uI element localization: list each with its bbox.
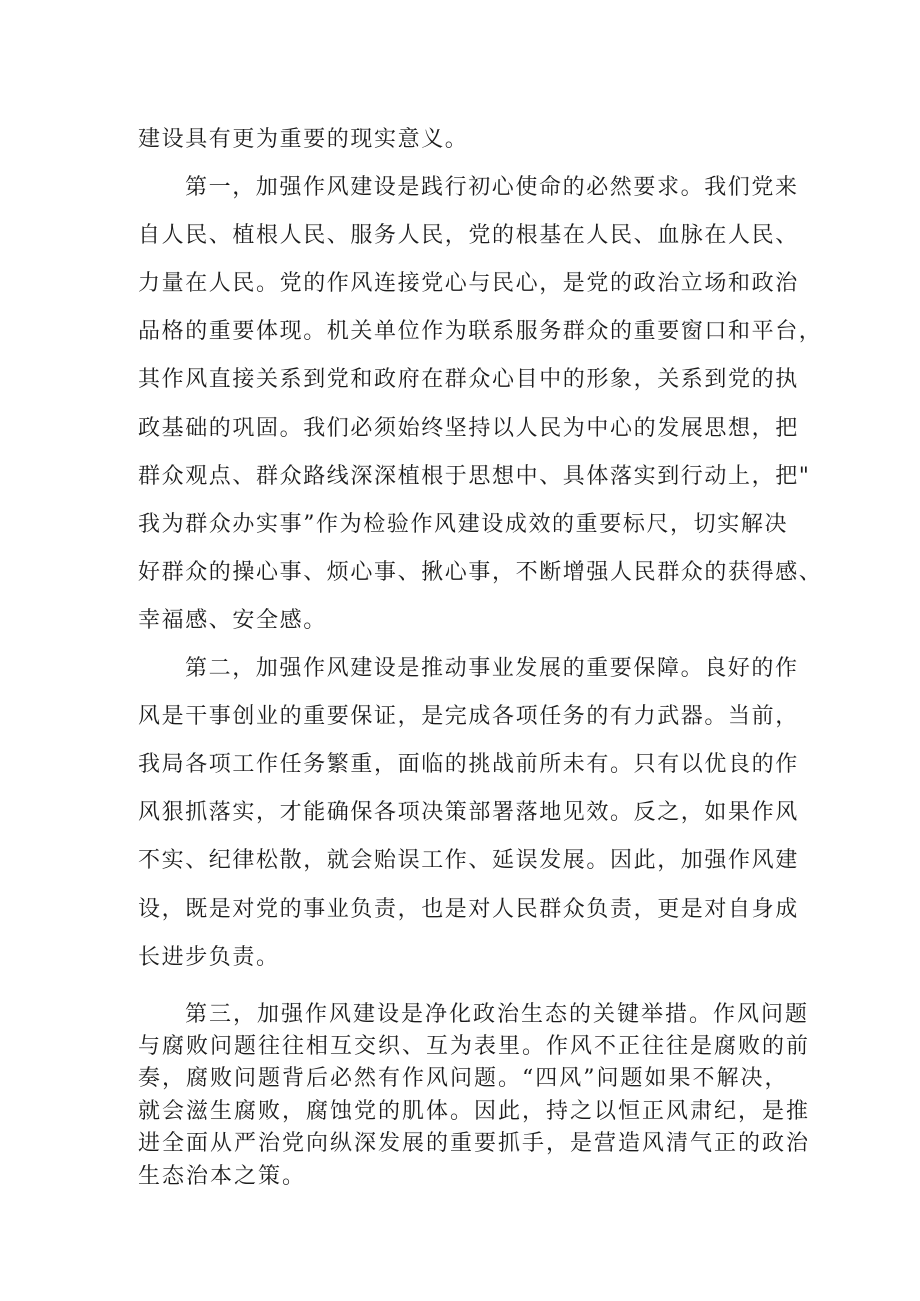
paragraph-line: 群众观点、群众路线深深植根于思想中、具体落实到行动上，把" [138,463,811,489]
paragraph-line: 风狠抓落实，才能确保各项决策部署落地见效。反之，如果作风 [138,800,799,826]
paragraph-intro-continuation [138,116,898,164]
paragraph-line: 奏，腐败问题背后必然有作风问题。“四风”问题如果不解决， [138,1066,789,1092]
paragraph-line: 其作风直接关系到党和政府在群众心目中的形象，关系到党的执 [138,367,799,393]
paragraph-line: 与腐败问题往往相互交织、互为表里。作风不正往往是腐败的前 [138,1034,811,1060]
paragraph-first-point [138,164,898,645]
paragraph-line: 生态治本之策。 [138,1163,307,1189]
paragraph-line: 力量在人民。党的作风连接党心与民心，是党的政治立场和政治 [138,271,799,297]
paragraph-line: 建设具有更为重要的现实意义。 [138,127,469,152]
paragraph-line: 幸福感、安全感。 [138,607,327,633]
paragraph-line: 我为群众办实事”作为检验作风建设成效的重要标尺，切实解决 [138,511,789,537]
paragraph-line: 第一，加强作风建设是践行初心使命的必然要求。我们党来 [185,175,799,201]
paragraph-line: 第二，加强作风建设是推动事业发展的重要保障。良好的作 [185,656,799,682]
paragraph-line: 我局各项工作任务繁重，面临的挑战前所未有。只有以优良的作 [138,752,799,778]
paragraph-line: 政基础的巩固。我们必须始终坚持以人民为中心的发展思想，把 [138,415,799,441]
paragraph-line: 好群众的操心事、烦心事、揪心事，不断增强人民群众的获得感、 [138,559,823,585]
paragraph-line: 品格的重要体现。机关单位作为联系服务群众的重要窗口和平台， [138,319,823,345]
paragraph-third-point [138,999,898,1193]
paragraph-line: 不实、纪律松散，就会贻误工作、延误发展。因此，加强作风建 [138,848,799,874]
paragraph-line: 第三，加强作风建设是净化政治生态的关键举措。作风问题 [185,1001,810,1027]
paragraph-line: 自人民、植根人民、服务人民，党的根基在人民、血脉在人民、 [138,223,799,249]
paragraph-line: 长进步负责。 [138,944,280,970]
paragraph-line: 设，既是对党的事业负责，也是对人民群众负责，更是对自身成 [138,896,799,922]
paragraph-line: 风是干事创业的重要保证，是完成各项任务的有力武器。当前， [138,704,799,730]
paragraph-line: 就会滋生腐败，腐蚀党的肌体。因此，持之以恒正风肃纪，是推 [138,1098,811,1124]
paragraph-line: 进全面从严治党向纵深发展的重要抓手，是营造风清气正的政治 [138,1131,811,1157]
document-body [138,116,898,1193]
paragraph-second-point [138,645,898,982]
